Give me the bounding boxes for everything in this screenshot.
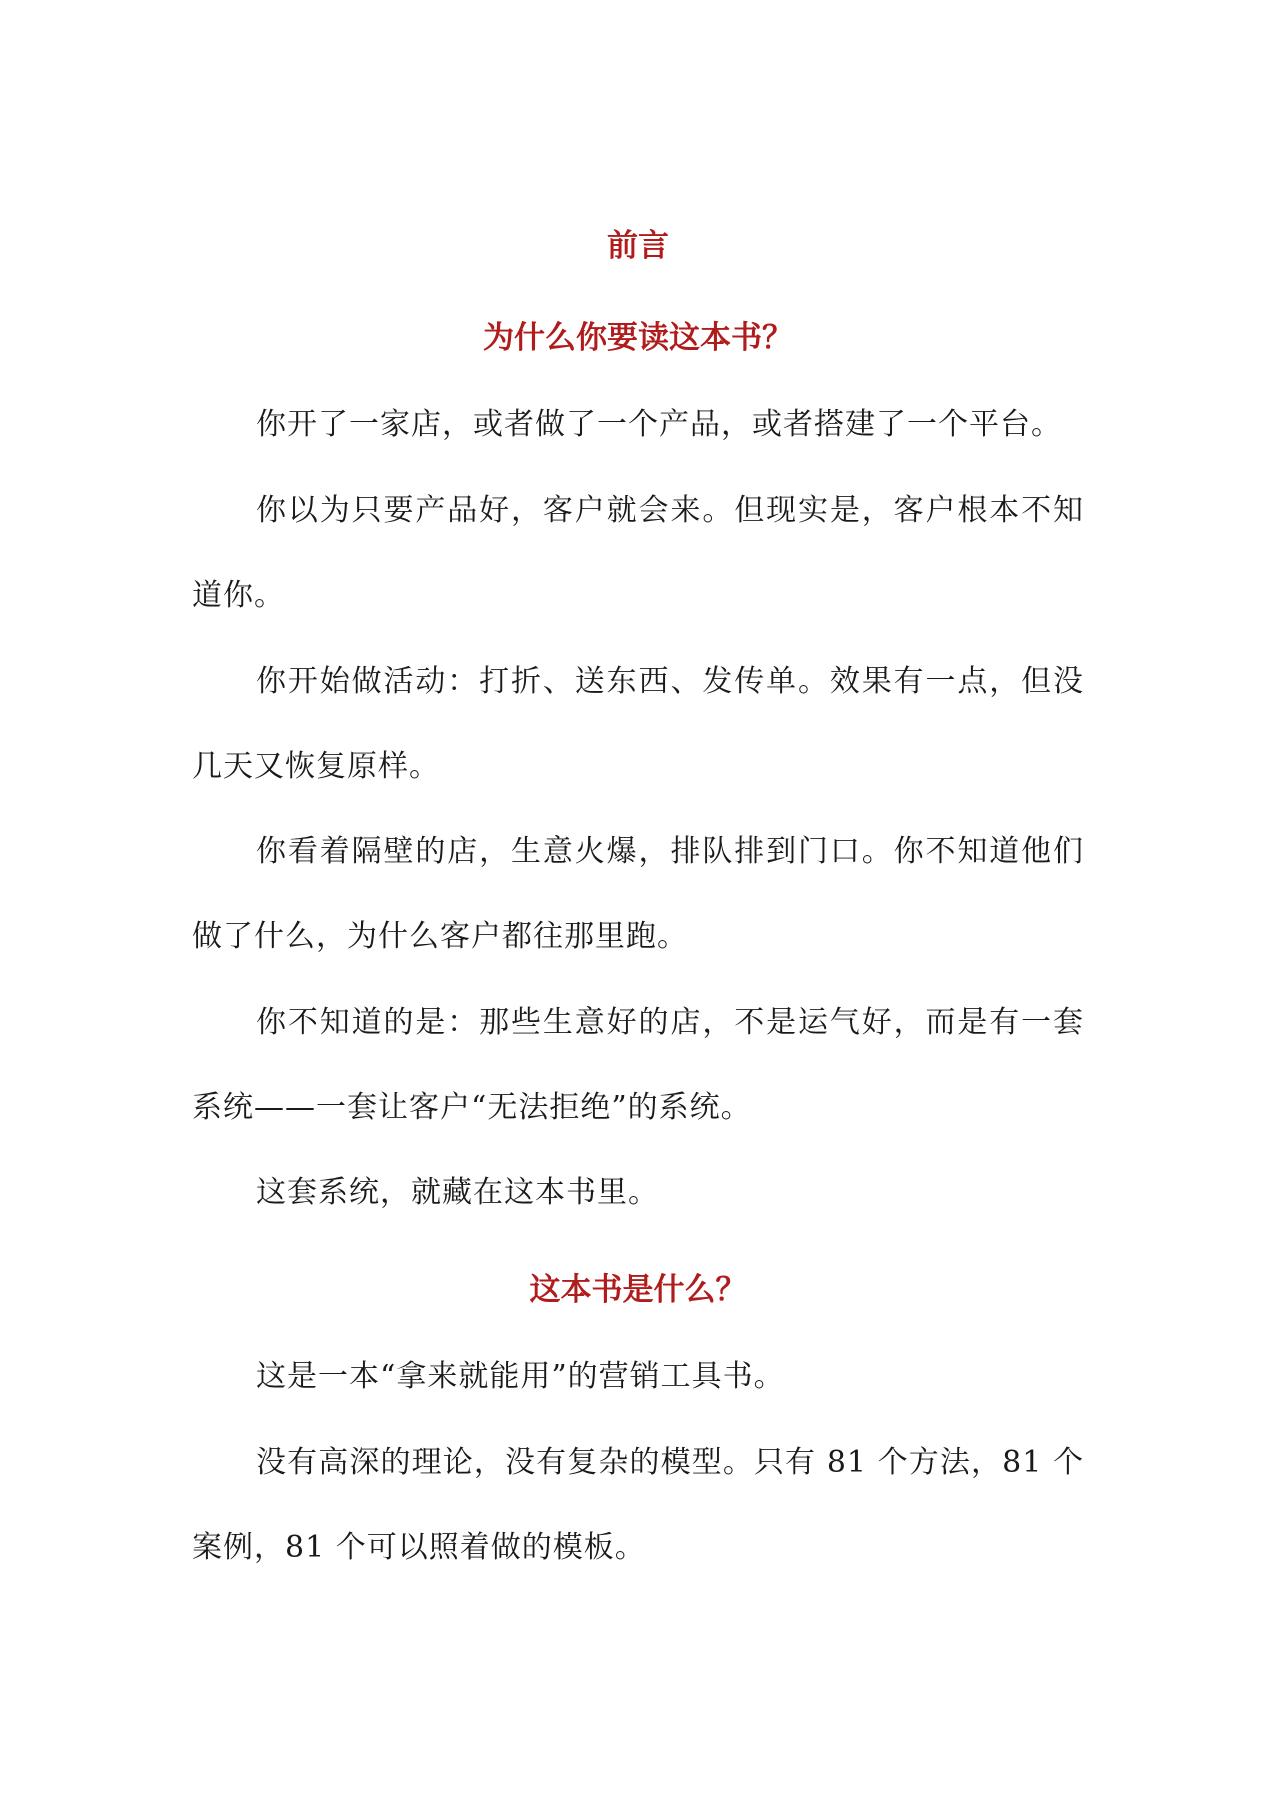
- paragraph-2: 你以为只要产品好，客户就会来。但现实是，客户根本不知道你。: [192, 493, 1084, 613]
- paragraph-3: 你开始做活动：打折、送东西、发传单。效果有一点，但没几天又恢复原样。: [192, 664, 1084, 784]
- paragraph-8: 没有高深的理论，没有复杂的模型。只有 81 个方法，81 个案例，81 个可以照着做的模板。: [192, 1445, 1084, 1565]
- section-heading-why-read: 为什么你要读这本书？: [483, 320, 793, 356]
- paragraph-1: 你开了一家店，或者做了一个产品，或者搭建了一个平台。: [256, 407, 1062, 442]
- page-title: 前言: [607, 228, 669, 264]
- section-heading-what-is: 这本书是什么？: [529, 1272, 747, 1308]
- paragraph-4: 你看着隔壁的店，生意火爆，排队排到门口。你不知道他们做了什么，为什么客户都往那里跑。: [192, 834, 1084, 954]
- paragraph-6: 这套系统，就藏在这本书里。: [256, 1175, 659, 1210]
- paragraph-5: 你不知道的是：那些生意好的店，不是运气好，而是有一套系统——一套让客户“无法拒绝”的系统。: [192, 1005, 1084, 1125]
- document-page: [192, 0, 1084, 1800]
- paragraph-7: 这是一本“拿来就能用”的营销工具书。: [256, 1359, 785, 1394]
